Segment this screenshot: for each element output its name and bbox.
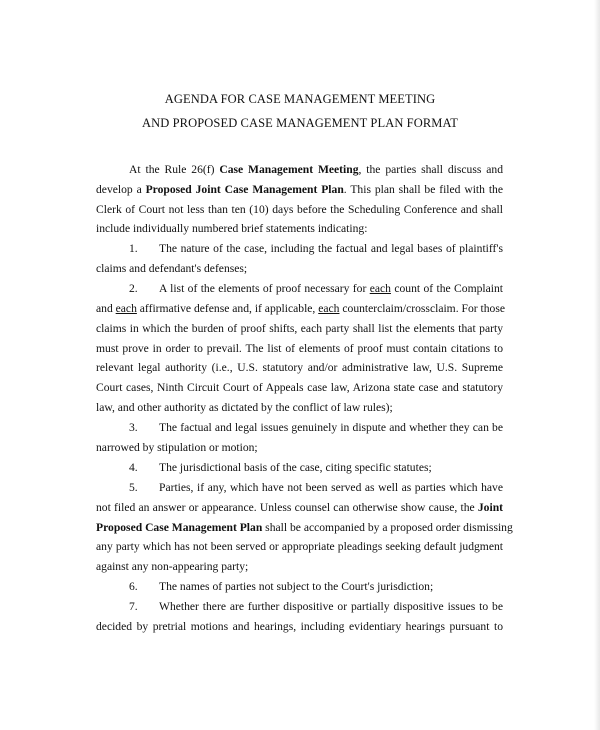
document-title-line-1: AGENDA FOR CASE MANAGEMENT MEETING	[164, 92, 436, 106]
item-4-line-1: The jurisdictional basis of the case, citing specific statutes;	[159, 461, 432, 474]
intro-line-2: develop a Proposed Joint Case Management Plan. This plan shall be filed with the	[96, 183, 503, 196]
item-6-line-1: The names of parties not subject to the Court's jurisdiction;	[159, 580, 434, 593]
item-2-line-4: must prove in order to prevail. The list of elements of proof must contain citations to	[96, 342, 503, 355]
item-1-line-2: claims and defendant's defenses;	[96, 262, 248, 275]
intro-line-3: Clerk of Court not less than ten (10) days before the Scheduling Conference and shall	[96, 203, 503, 216]
item-5-line-4: any party which has not been served or appropriate pleadings seeking default judgment	[96, 540, 503, 553]
item-6-number: 6.	[129, 580, 138, 593]
item-5-line-5: against any non-appearing party;	[96, 560, 249, 573]
item-1-line-1: The nature of the case, including the factual and legal bases of plaintiff's	[159, 242, 503, 255]
item-1-number: 1.	[129, 242, 138, 255]
item-2-line-3: claims in which the burden of proof shifts, each party shall list the elements that party	[96, 322, 503, 335]
item-5-line-1: Parties, if any, which have not been served as well as parties which have	[159, 481, 503, 494]
item-5-line-2: not filed an answer or appearance. Unless counsel can otherwise show cause, the Joint	[96, 501, 503, 514]
document-title-line-2: AND PROPOSED CASE MANAGEMENT PLAN FORMAT	[142, 116, 458, 130]
item-3-number: 3.	[129, 421, 138, 434]
item-2-line-2: and each affirmative defense and, if applicable, each counterclaim/crossclaim. For those	[96, 302, 505, 315]
item-2-line-5: relevant legal authority (i.e., U.S. statutory and/or administrative law, U.S. Supreme	[96, 361, 503, 374]
item-7-number: 7.	[129, 600, 138, 613]
item-2-number: 2.	[129, 282, 138, 295]
intro-line-1: At the Rule 26(f) Case Management Meeting, the parties shall discuss and	[129, 163, 503, 176]
item-7-line-1: Whether there are further dispositive or partially dispositive issues to be	[159, 600, 503, 613]
item-5-number: 5.	[129, 481, 138, 494]
item-2-line-1: A list of the elements of proof necessary for each count of the Complaint	[159, 282, 503, 295]
page-edge-shadow	[594, 0, 600, 730]
item-5-line-3: Proposed Case Management Plan shall be accompanied by a proposed order dismissing	[96, 521, 513, 534]
item-3-line-1: The factual and legal issues genuinely in dispute and whether they can be	[159, 421, 503, 434]
item-4-number: 4.	[129, 461, 138, 474]
item-3-line-2: narrowed by stipulation or motion;	[96, 441, 258, 454]
item-7-line-2: decided by pretrial motions and hearings, including evidentiary hearings pursuant to	[96, 620, 503, 633]
intro-line-4: include individually numbered brief statements indicating:	[96, 222, 368, 235]
item-2-line-6: Court cases, Ninth Circuit Court of Appeals case law, Arizona state case and statutory	[96, 381, 503, 394]
item-2-line-7: law, and other authority as dictated by the conflict of law rules);	[96, 401, 393, 414]
